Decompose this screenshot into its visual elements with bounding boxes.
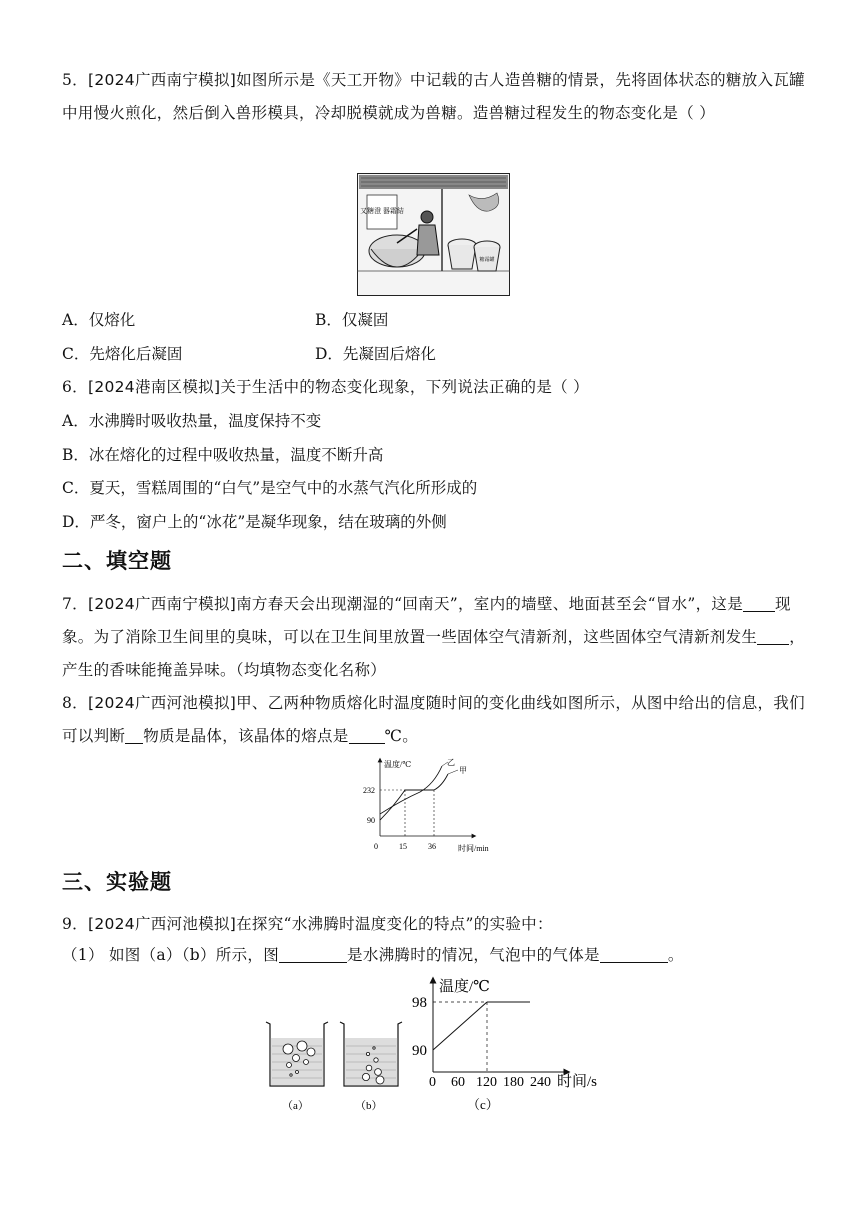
q7-text-1: 南方春天会出现潮湿的“回南天”，室内的墙壁、地面甚至会“冒水”，这是 [236, 595, 744, 613]
q9-ytick-90: 90 [412, 1043, 427, 1059]
q8-xlabel: 时间/min [458, 844, 489, 853]
q9-sub1 [62, 943, 684, 967]
q8-blank-1[interactable] [125, 727, 143, 744]
q5-illustration-jar-label: 糖霜罐 [479, 258, 495, 263]
q8-ytick-90: 90 [367, 816, 375, 825]
q7-blank-1[interactable] [743, 595, 775, 612]
q9-stem [62, 912, 553, 936]
q7-stem [62, 588, 812, 687]
q8-label-jia: 甲 [459, 766, 467, 775]
q8-text-3: ℃。 [384, 727, 419, 745]
q5-illustration [357, 173, 510, 296]
q9-xtick-180: 180 [503, 1075, 524, 1090]
q9-fig-b-label: （b） [355, 1100, 383, 1112]
q9-blank-2[interactable] [600, 946, 668, 963]
q9-sub1-text-b: 是水沸腾时的情况，气泡中的气体是 [347, 946, 600, 964]
q9-boiling-graph [405, 974, 605, 1119]
q9-blank-1[interactable] [279, 946, 347, 963]
q8-xtick-15: 15 [399, 842, 407, 851]
q9-sub1-text-c: 。 [667, 946, 684, 964]
q9-number: 9． [62, 915, 88, 933]
q5-illustration-caption: 又糖澄 器霜結 [360, 207, 404, 215]
q9-text: 在探究“水沸腾时温度变化的特点”的实验中： [236, 915, 553, 933]
q9-xtick-60: 60 [451, 1075, 465, 1090]
q9-xtick-120: 120 [476, 1075, 497, 1090]
q6-option-b: B．冰在熔化的过程中吸收热量，温度不断升高 [62, 446, 384, 464]
q9-line-heating [433, 1002, 487, 1050]
q6-stem [62, 375, 589, 399]
q5-option-c: C．先熔化后凝固 [62, 345, 183, 363]
beaker-a [266, 1022, 328, 1086]
q6-option-c: C．夏天，雪糕周围的“白气”是空气中的水蒸气汽化所形成的 [62, 479, 478, 497]
q9-fig-c-label: （c） [467, 1097, 499, 1112]
q9-ytick-98: 98 [412, 995, 427, 1011]
q8-text-1: 甲、乙两种物质熔化时温度随时间的变化曲线如图所示，从图中给出的信息，我们可以判断 [62, 694, 805, 745]
q7-text-2: 现象。为了消除卫生间里的臭味，可以在卫生间里放置一些固体空气清新剂，这些固体空气清新剂发生 [62, 595, 791, 646]
q9-xtick-0: 0 [429, 1075, 436, 1090]
q7-number: 7． [62, 595, 88, 613]
q9-fig-a-label: （a） [282, 1100, 309, 1112]
q9-xlabel: 时间/s [557, 1074, 598, 1090]
q8-ytick-232: 232 [363, 786, 375, 795]
q5-stem [62, 64, 812, 130]
q8-text-2: 物质是晶体，该晶体的熔点是 [143, 727, 349, 745]
q6-number: 6． [62, 378, 88, 396]
section-experiment-heading: 三、实验题 [62, 870, 172, 894]
q5-text: 如图所示是《天工开物》中记载的古人造兽糖的情景，先将固体状态的糖放入瓦罐中用慢火煎化，然后倒入兽形模具，冷却脱模就成为兽糖。造兽糖过程发生的物态变化是（ ） [62, 71, 805, 122]
q8-leader-jia [448, 770, 458, 774]
q6-source: [2024港南区模拟] [87, 378, 221, 396]
q8-xtick-36: 36 [428, 842, 436, 851]
q8-label-yi: 乙 [447, 758, 455, 767]
q9-ylabel: 温度/℃ [439, 979, 490, 995]
q5-option-d: D．先凝固后熔化 [315, 345, 436, 363]
q8-origin: 0 [374, 842, 378, 851]
q5-option-b: B．仅凝固 [315, 311, 389, 329]
q8-blank-2[interactable] [349, 727, 385, 744]
q5-option-a: A．仅熔化 [62, 311, 136, 329]
q6-option-a: A．水沸腾时吸收热量，温度保持不变 [62, 412, 322, 430]
q7-text-3: ，产生的香味能掩盖异味。（均填物态变化名称） [62, 628, 806, 679]
q7-source: [2024广西南宁模拟] [87, 595, 237, 613]
section-fill-in-heading: 二、填空题 [62, 549, 172, 573]
q9-xtick-240: 240 [530, 1075, 551, 1090]
q5-source: [2024广西南宁模拟] [87, 71, 237, 89]
q6-text: 关于生活中的物态变化现象，下列说法正确的是（ ） [220, 378, 589, 396]
q9-source: [2024广西河池模拟] [87, 915, 237, 933]
q9-beaker-figures [262, 1018, 407, 1118]
q8-ylabel: 温度/℃ [384, 760, 412, 769]
beaker-b [340, 1022, 402, 1086]
q6-option-d: D．严冬，窗户上的“冰花”是凝华现象，结在玻璃的外侧 [62, 513, 447, 531]
q5-number: 5． [62, 71, 88, 89]
q7-blank-2[interactable] [757, 628, 789, 645]
q8-source: [2024广西河池模拟] [87, 694, 237, 712]
q8-curve-jia [380, 774, 448, 820]
q8-number: 8． [62, 694, 88, 712]
q9-sub1-text-a: （1） 如图（a）（b）所示，图 [62, 946, 280, 964]
q8-stem [62, 687, 812, 753]
q8-melting-graph [362, 756, 512, 856]
